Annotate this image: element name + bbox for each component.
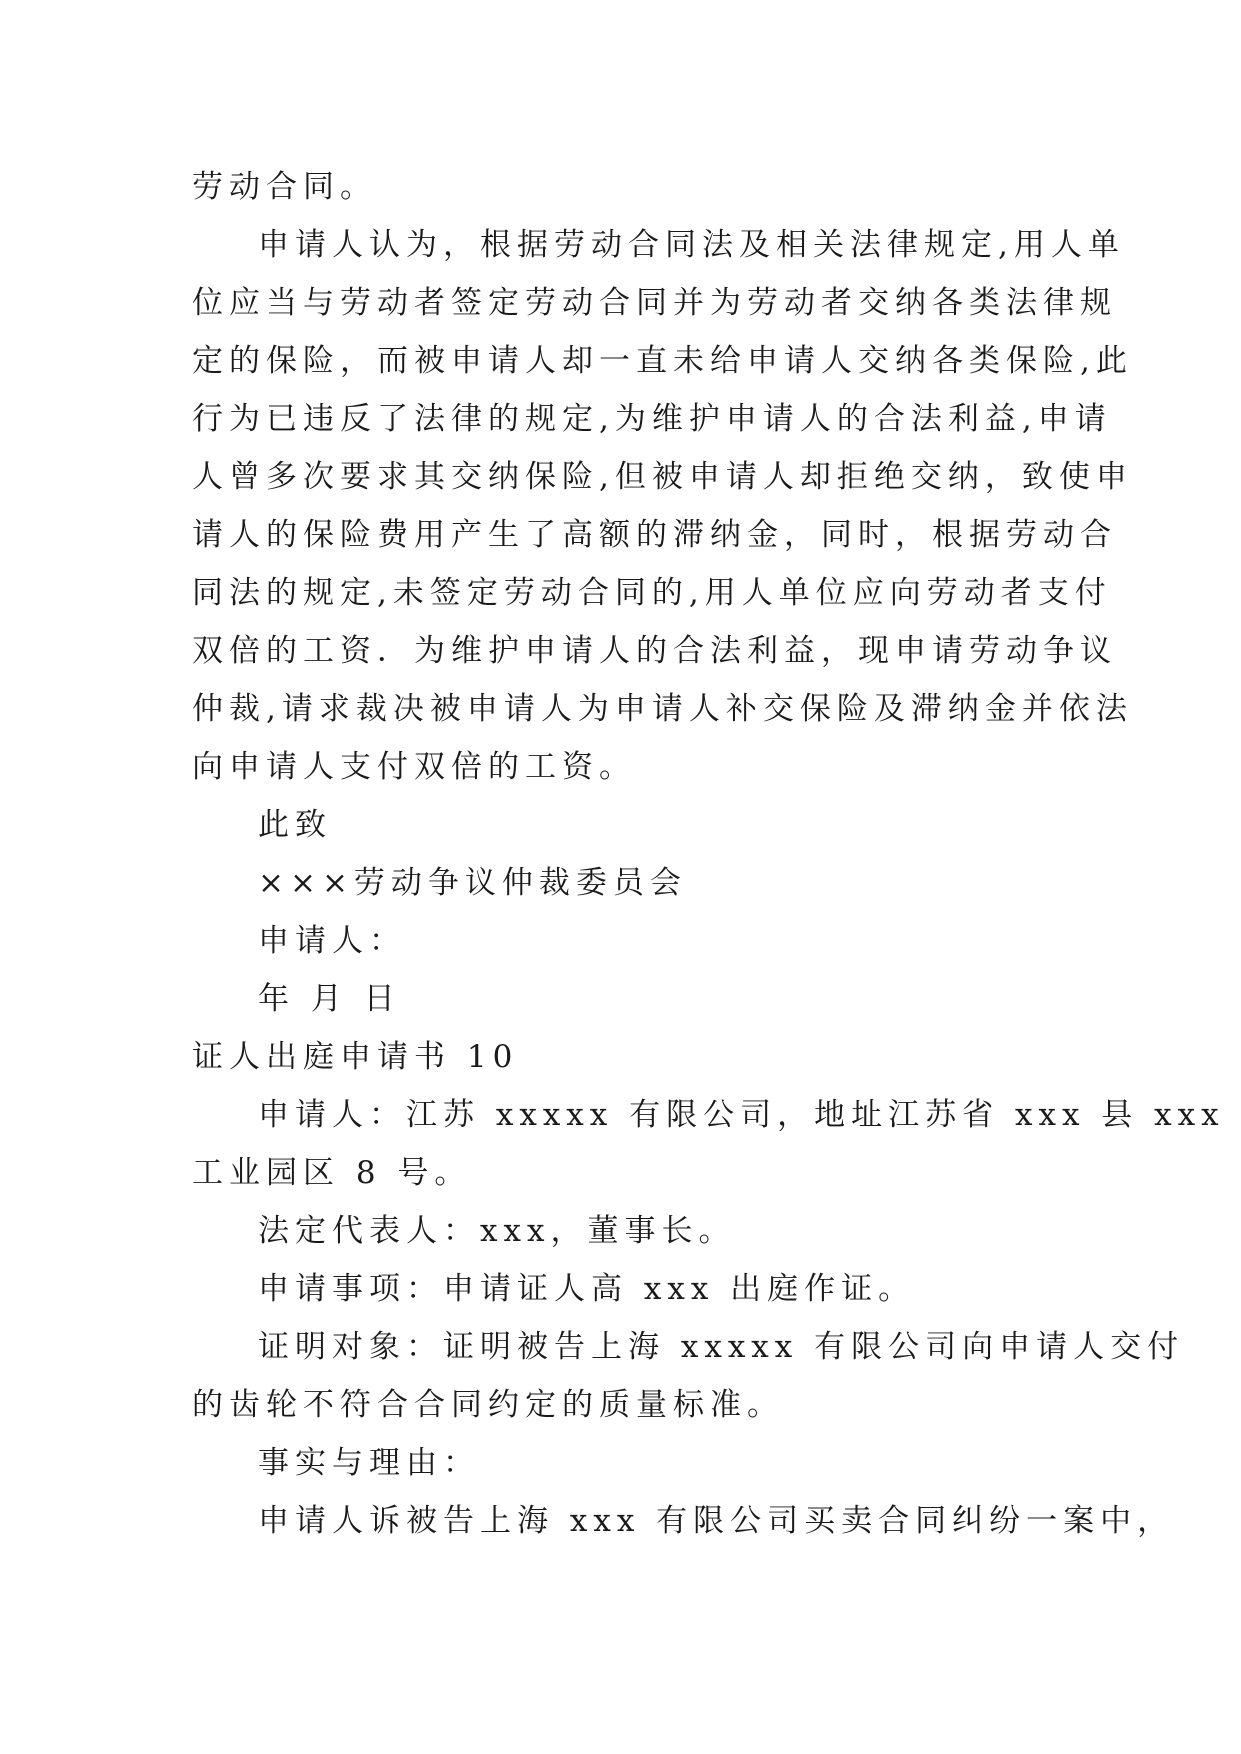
applicant-signature: 申请人： xyxy=(258,923,406,959)
section-title: 证人出庭申请书 10 xyxy=(192,1039,519,1075)
paragraph-line: 法定代表人：xxx，董事长。 xyxy=(258,1213,736,1249)
paragraph-line: 定的保险，而被申请人却一直未给申请人交纳各类保险,此 xyxy=(192,343,1133,379)
paragraph-line: 人曾多次要求其交纳保险,但被申请人却拒绝交纳，致使申 xyxy=(192,459,1133,495)
paragraph-line: 向申请人支付双倍的工资。 xyxy=(192,749,636,785)
paragraph-line: 位应当与劳动者签定劳动合同并为劳动者交纳各类法律规 xyxy=(192,285,1117,321)
paragraph-line: 申请人诉被告上海 xxx 有限公司买卖合同纠纷一案中， xyxy=(258,1503,1175,1539)
paragraph-line: 事实与理由： xyxy=(258,1445,480,1481)
date-line: 年 月 日 xyxy=(258,981,401,1017)
recipient: ×××劳动争议仲裁委员会 xyxy=(258,865,687,901)
paragraph-line: 请人的保险费用产生了高额的滞纳金，同时，根据劳动合 xyxy=(192,517,1117,553)
paragraph-line: 仲裁,请求裁决被申请人为申请人补交保险及滞纳金并依法 xyxy=(192,691,1133,727)
paragraph-line: 证明对象：证明被告上海 xxxxx 有限公司向申请人交付 xyxy=(258,1329,1185,1365)
paragraph-line: 工业园区 8 号。 xyxy=(192,1155,472,1191)
document-body xyxy=(192,158,1225,1550)
paragraph-line: 双倍的工资．为维护申请人的合法利益，现申请劳动争议 xyxy=(192,633,1117,669)
salutation: 此致 xyxy=(258,807,332,843)
paragraph-line: 的齿轮不符合合同约定的质量标准。 xyxy=(192,1387,784,1423)
paragraph-line: 同法的规定,未签定劳动合同的,用人单位应向劳动者支付 xyxy=(192,575,1112,611)
paragraph-line: 申请人认为，根据劳动合同法及相关法律规定,用人单 xyxy=(258,227,1125,263)
paragraph-line: 申请人：江苏 xxxxx 有限公司，地址江苏省 xxx 县 xxx xyxy=(258,1097,1225,1133)
paragraph-line: 行为已违反了法律的规定,为维护申请人的合法利益,申请 xyxy=(192,401,1112,437)
paragraph-line: 劳动合同。 xyxy=(192,169,377,205)
paragraph-line: 申请事项：申请证人高 xxx 出庭作证。 xyxy=(258,1271,916,1307)
